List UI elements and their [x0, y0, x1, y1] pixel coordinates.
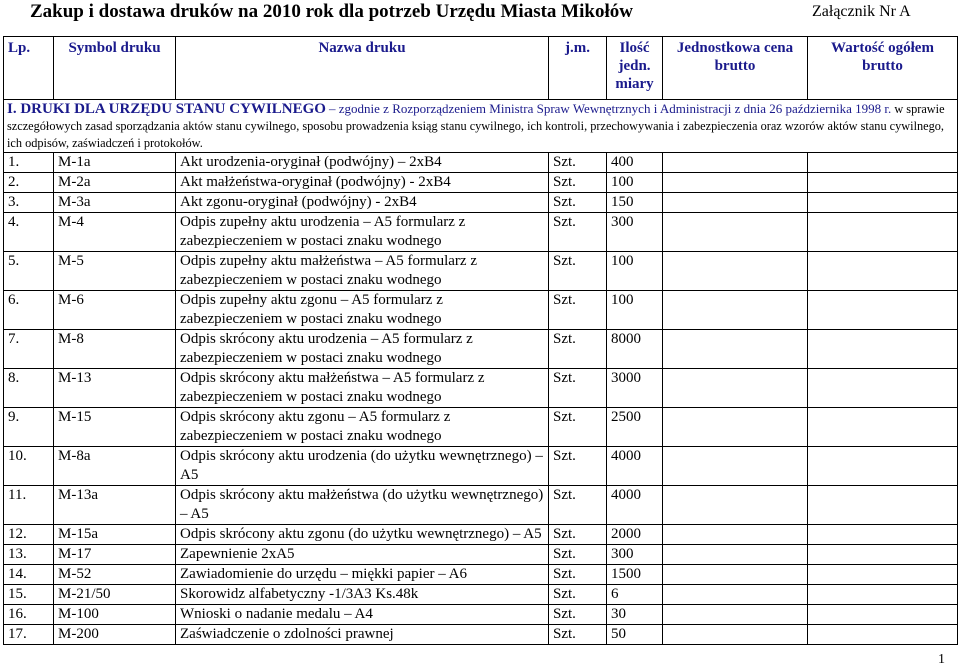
row-unit: Szt.: [549, 545, 607, 565]
row-name: Odpis skrócony aktu małżeństwa – A5 formularz z zabezpieczeniem w postaci znaku wodnego: [176, 369, 549, 408]
row-unit-price: [663, 173, 808, 193]
row-unit: Szt.: [549, 330, 607, 369]
row-quantity: 6: [607, 585, 663, 605]
col-header-lp: Lp.: [4, 37, 54, 100]
section-heading-suffix: – zgodnie z Rozporządzeniem Ministra Spraw Wewnętrznych i Administracji z dnia 26 października 1998 r.: [329, 101, 892, 116]
table-row: [4, 525, 958, 545]
table-row: [4, 173, 958, 193]
row-unit: Szt.: [549, 447, 607, 486]
row-unit-price: [663, 447, 808, 486]
row-total-value: [808, 193, 958, 213]
row-quantity: 3000: [607, 369, 663, 408]
row-symbol: M-5: [54, 252, 176, 291]
table-row: [4, 252, 958, 291]
table-row: [4, 213, 958, 252]
row-unit-price: [663, 545, 808, 565]
row-total-value: [808, 605, 958, 625]
row-lp: 10.: [4, 447, 54, 486]
row-name: Wnioski o nadanie medalu – A4: [176, 605, 549, 625]
row-unit-price: [663, 330, 808, 369]
row-quantity: 2500: [607, 408, 663, 447]
row-lp: 13.: [4, 545, 54, 565]
row-total-value: [808, 545, 958, 565]
table-row: [4, 605, 958, 625]
row-unit: Szt.: [549, 153, 607, 173]
annex-label: Załącznik Nr A: [812, 3, 911, 20]
row-total-value: [808, 447, 958, 486]
row-unit: Szt.: [549, 213, 607, 252]
row-unit: Szt.: [549, 605, 607, 625]
row-symbol: M-17: [54, 545, 176, 565]
row-quantity: 400: [607, 153, 663, 173]
row-lp: 1.: [4, 153, 54, 173]
row-unit-price: [663, 408, 808, 447]
col-header-symbol: Symbol druku: [54, 37, 176, 100]
row-unit-price: [663, 605, 808, 625]
row-symbol: M-52: [54, 565, 176, 585]
section-description: w sprawie szczegółowych zasad sporządzania aktów stanu cywilnego, sposobu prowadzenia ksiąg stanu cywilnego, ich kontroli, przechowywania i zabezpieczenia oraz wzorów aktów stanu cywilnego, ich odpisów, zaświadczeń i protokołów.: [7, 102, 945, 150]
row-unit-price: [663, 486, 808, 525]
row-unit: Szt.: [549, 625, 607, 645]
document-title: Zakup i dostawa druków na 2010 rok dla potrzeb Urzędu Miasta Mikołów: [30, 1, 633, 22]
row-total-value: [808, 625, 958, 645]
row-quantity: 300: [607, 545, 663, 565]
row-unit: Szt.: [549, 565, 607, 585]
row-name: Odpis skrócony aktu małżeństwa (do użytku wewnętrznego) – A5: [176, 486, 549, 525]
row-unit-price: [663, 369, 808, 408]
row-quantity: 100: [607, 291, 663, 330]
row-unit-price: [663, 585, 808, 605]
row-unit: Szt.: [549, 525, 607, 545]
row-unit-price: [663, 625, 808, 645]
row-symbol: M-200: [54, 625, 176, 645]
row-symbol: M-13a: [54, 486, 176, 525]
row-quantity: 4000: [607, 447, 663, 486]
row-lp: 2.: [4, 173, 54, 193]
row-total-value: [808, 585, 958, 605]
row-quantity: 100: [607, 173, 663, 193]
row-quantity: 300: [607, 213, 663, 252]
order-table: [3, 36, 958, 645]
row-name: Skorowidz alfabetyczny -1/3A3 Ks.48k: [176, 585, 549, 605]
table-row: [4, 447, 958, 486]
row-lp: 17.: [4, 625, 54, 645]
col-header-unit-price: Jednostkowa cena brutto: [663, 37, 808, 100]
row-symbol: M-3a: [54, 193, 176, 213]
row-unit: Szt.: [549, 369, 607, 408]
row-total-value: [808, 213, 958, 252]
row-unit-price: [663, 565, 808, 585]
table-row: [4, 486, 958, 525]
row-name: Akt zgonu-oryginał (podwójny) - 2xB4: [176, 193, 549, 213]
row-symbol: M-2a: [54, 173, 176, 193]
row-total-value: [808, 330, 958, 369]
row-lp: 3.: [4, 193, 54, 213]
row-unit: Szt.: [549, 585, 607, 605]
page-number: 1: [938, 652, 945, 667]
row-name: Odpis zupełny aktu zgonu – A5 formularz z zabezpieczeniem w postaci znaku wodnego: [176, 291, 549, 330]
row-total-value: [808, 291, 958, 330]
row-symbol: M-1a: [54, 153, 176, 173]
table-row: [4, 565, 958, 585]
row-name: Odpis zupełny aktu małżeństwa – A5 formularz z zabezpieczeniem w postaci znaku wodnego: [176, 252, 549, 291]
row-lp: 14.: [4, 565, 54, 585]
section-heading: I. DRUKI DLA URZĘDU STANU CYWILNEGO: [7, 101, 326, 117]
row-symbol: M-8a: [54, 447, 176, 486]
table-row: [4, 193, 958, 213]
row-symbol: M-21/50: [54, 585, 176, 605]
row-name: Odpis skrócony aktu urodzenia (do użytku wewnętrznego) – A5: [176, 447, 549, 486]
row-quantity: 150: [607, 193, 663, 213]
table-row: [4, 625, 958, 645]
table-row: [4, 369, 958, 408]
table-row: [4, 545, 958, 565]
row-symbol: M-13: [54, 369, 176, 408]
row-quantity: 100: [607, 252, 663, 291]
table-row: [4, 330, 958, 369]
row-lp: 12.: [4, 525, 54, 545]
row-unit: Szt.: [549, 173, 607, 193]
row-symbol: M-8: [54, 330, 176, 369]
row-unit-price: [663, 213, 808, 252]
row-unit: Szt.: [549, 193, 607, 213]
col-header-total-value: Wartość ogółem brutto: [808, 37, 958, 100]
col-header-name: Nazwa druku: [176, 37, 549, 100]
table-row: [4, 291, 958, 330]
row-name: Odpis skrócony aktu urodzenia – A5 formularz z zabezpieczeniem w postaci znaku wodnego: [176, 330, 549, 369]
section-header-row: [4, 100, 958, 153]
row-name: Akt małżeństwa-oryginał (podwójny) - 2xB4: [176, 173, 549, 193]
row-lp: 16.: [4, 605, 54, 625]
row-total-value: [808, 525, 958, 545]
col-header-quantity: Ilość jedn. miary: [607, 37, 663, 100]
row-name: Odpis skrócony aktu zgonu – A5 formularz z zabezpieczeniem w postaci znaku wodnego: [176, 408, 549, 447]
row-total-value: [808, 252, 958, 291]
row-symbol: M-6: [54, 291, 176, 330]
row-total-value: [808, 369, 958, 408]
row-total-value: [808, 565, 958, 585]
row-unit: Szt.: [549, 252, 607, 291]
row-unit-price: [663, 525, 808, 545]
row-name: Zawiadomienie do urzędu – miękki papier – A6: [176, 565, 549, 585]
row-unit: Szt.: [549, 486, 607, 525]
row-unit-price: [663, 252, 808, 291]
row-lp: 6.: [4, 291, 54, 330]
row-quantity: 30: [607, 605, 663, 625]
row-total-value: [808, 486, 958, 525]
section-header-cell: [4, 100, 958, 153]
row-quantity: 50: [607, 625, 663, 645]
row-unit-price: [663, 193, 808, 213]
table-row: [4, 585, 958, 605]
row-quantity: 2000: [607, 525, 663, 545]
row-lp: 15.: [4, 585, 54, 605]
row-symbol: M-15a: [54, 525, 176, 545]
row-name: Zapewnienie 2xA5: [176, 545, 549, 565]
col-header-unit: j.m.: [549, 37, 607, 100]
table-row: [4, 153, 958, 173]
row-quantity: 8000: [607, 330, 663, 369]
row-name: Zaświadczenie o zdolności prawnej: [176, 625, 549, 645]
table-header-row: [4, 37, 958, 100]
row-symbol: M-4: [54, 213, 176, 252]
row-lp: 8.: [4, 369, 54, 408]
row-lp: 9.: [4, 408, 54, 447]
row-name: Akt urodzenia-oryginał (podwójny) – 2xB4: [176, 153, 549, 173]
row-lp: 7.: [4, 330, 54, 369]
row-symbol: M-100: [54, 605, 176, 625]
row-lp: 4.: [4, 213, 54, 252]
row-lp: 11.: [4, 486, 54, 525]
row-unit-price: [663, 291, 808, 330]
row-quantity: 4000: [607, 486, 663, 525]
row-unit-price: [663, 153, 808, 173]
row-total-value: [808, 153, 958, 173]
row-unit: Szt.: [549, 291, 607, 330]
row-total-value: [808, 408, 958, 447]
row-quantity: 1500: [607, 565, 663, 585]
row-lp: 5.: [4, 252, 54, 291]
row-unit: Szt.: [549, 408, 607, 447]
table-row: [4, 408, 958, 447]
row-name: Odpis skrócony aktu zgonu (do użytku wewnętrznego) – A5: [176, 525, 549, 545]
row-total-value: [808, 173, 958, 193]
row-name: Odpis zupełny aktu urodzenia – A5 formularz z zabezpieczeniem w postaci znaku wodnego: [176, 213, 549, 252]
row-symbol: M-15: [54, 408, 176, 447]
